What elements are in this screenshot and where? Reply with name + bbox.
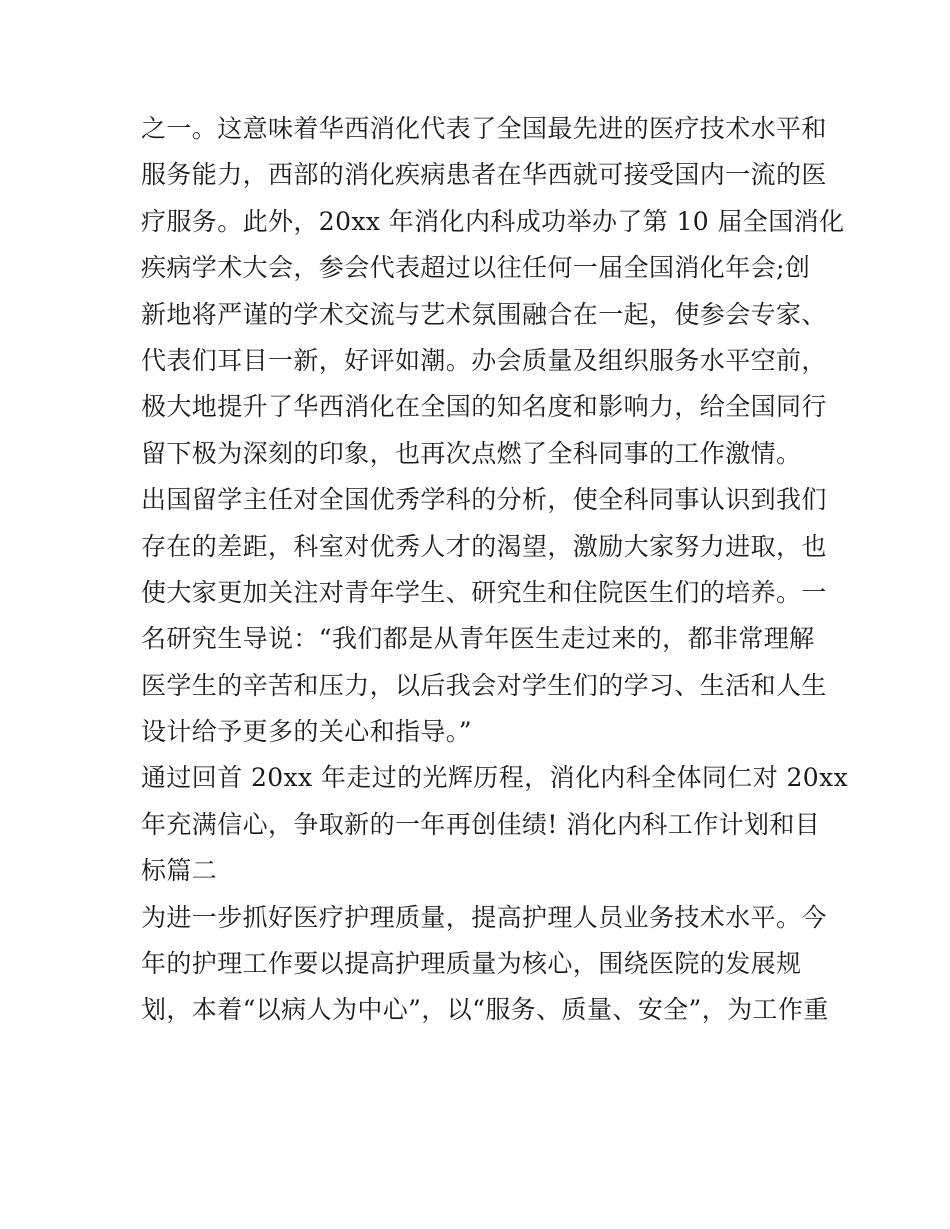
text-line-18: 为进一步抓好医疗护理质量，提高护理人员业务技术水平。今 (141, 902, 827, 932)
text-line-13: 医学生的辛苦和压力，以后我会对学生们的学习、生活和人生 (141, 670, 827, 700)
text-line-16: 年充满信心，争取新的一年再创佳绩! 消化内科工作计划和目 (141, 809, 821, 839)
text-line-11: 使大家更加关注对青年学生、研究生和住院医生们的培养。一 (141, 577, 827, 607)
text-line-6: 代表们耳目一新，好评如潮。办会质量及组织服务水平空前， (141, 345, 827, 375)
body-text (141, 106, 849, 1034)
text-line-7: 极大地提升了华西消化在全国的知名度和影响力，给全国同行 (141, 392, 827, 422)
text-line-2: 服务能力，西部的消化疾病患者在华西就可接受国内一流的医 (141, 160, 827, 190)
text-line-5: 新地将严谨的学术交流与艺术氛围融合在一起，使参会专家、 (141, 299, 827, 329)
text-line-15: 通过回首 20xx 年走过的光辉历程，消化内科全体同仁对 20xx (141, 763, 849, 793)
text-line-1: 之一。这意味着华西消化代表了全国最先进的医疗技术水平和 (141, 114, 827, 143)
text-line-10: 存在的差距，科室对优秀人才的渴望，激励大家努力进取，也 (141, 531, 827, 561)
text-line-14: 设计给予更多的关心和指导。” (141, 717, 472, 747)
text-line-20: 划，本着“以病人为中心”，以“服务、质量、安全”，为工作重 (141, 995, 829, 1025)
text-line-3: 疗服务。此外，20xx 年消化内科成功举办了第 10 届全国消化 (141, 206, 845, 236)
text-line-12: 名研究生导说：“我们都是从青年医生走过来的，都非常理解 (141, 624, 815, 654)
text-line-8: 留下极为深刻的印象，也再次点燃了全科同事的工作激情。 (141, 438, 802, 468)
text-line-19: 年的护理工作要以提高护理质量为核心，围绕医院的发展规 (141, 949, 802, 979)
text-line-9: 出国留学主任对全国优秀学科的分析，使全科同事认识到我们 (141, 485, 827, 515)
text-line-4: 疾病学术大会，参会代表超过以往任何一届全国消化年会;创 (141, 253, 811, 283)
text-line-17: 标篇二 (141, 856, 218, 886)
